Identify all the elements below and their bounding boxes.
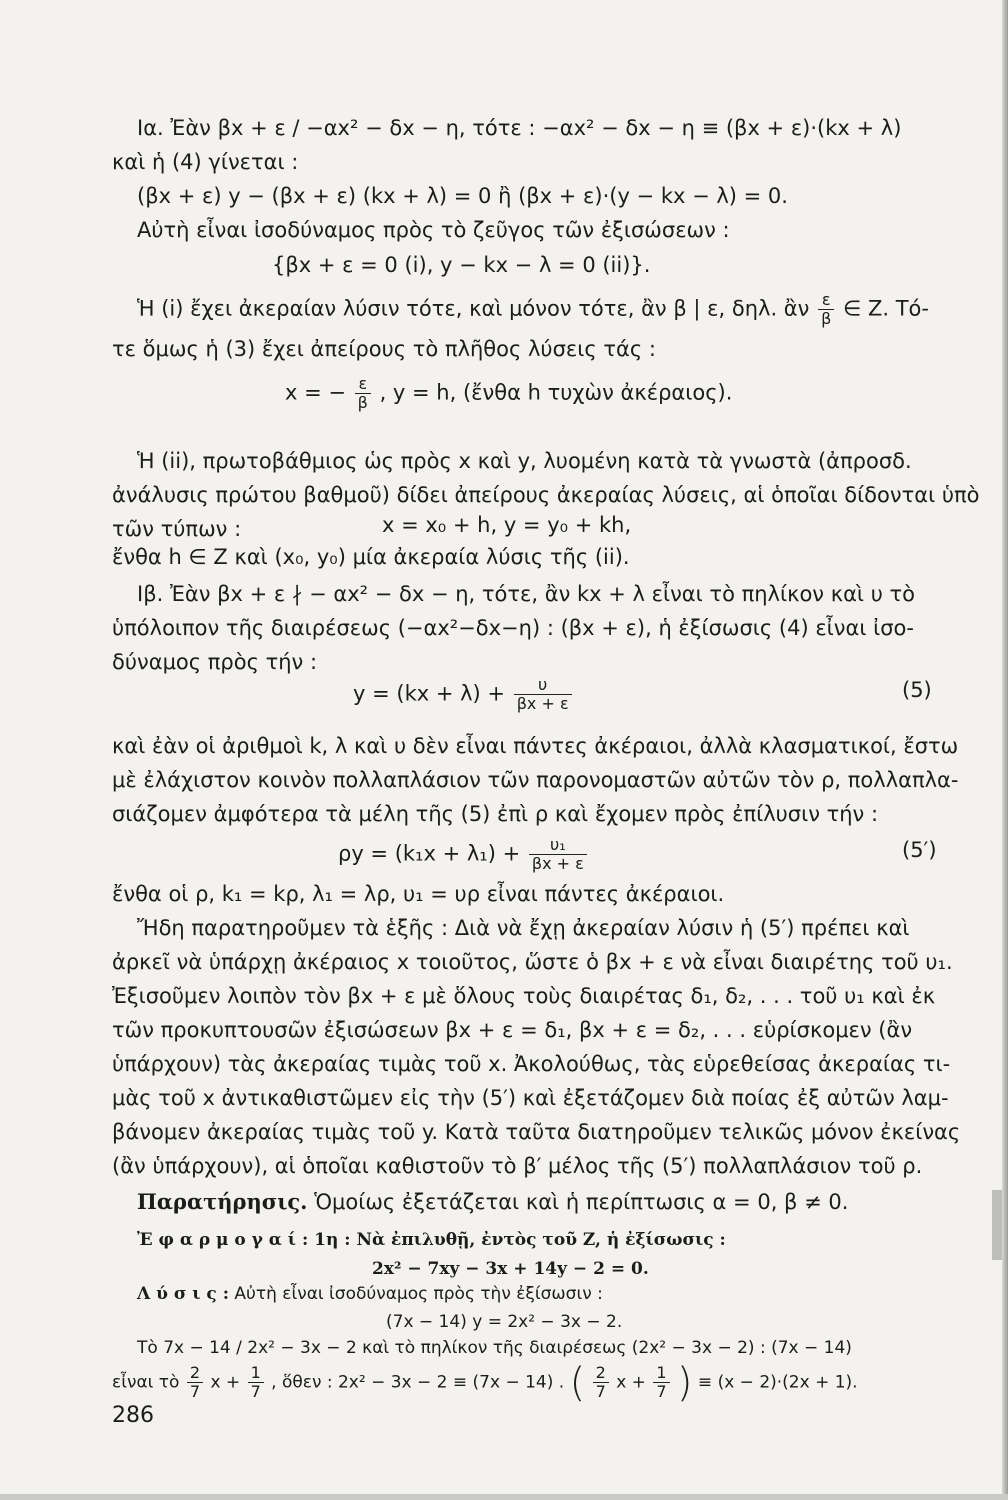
fraction-denominator: β xyxy=(357,393,368,412)
fraction-one-seventh xyxy=(653,1364,669,1401)
case-1b-condition: Ιβ. Ἐὰν βx + ε ∤ − αx² − δx − η, τότε, ἂν kx + λ εἶναι τὸ πηλίκον καὶ υ τὸ xyxy=(137,582,916,606)
left-paren: ( xyxy=(569,1359,586,1406)
text-line: Ἤδη παρατηροῦμεν τὰ ἑξῆς : Διὰ νὰ ἔχῃ ἀκεραίαν λύσιν ἡ (5′) πρέπει καὶ xyxy=(137,916,910,940)
text-segment: x + xyxy=(616,1372,646,1393)
text-line: ἔνθα οἱ ρ, k₁ = kρ, λ₁ = λρ, υ₁ = υρ εἶναι πάντες ἀκέραιοι. xyxy=(112,882,725,906)
fraction-numerator: υ xyxy=(514,676,572,695)
application-equation: 2x² − 7xy − 3x + 14y − 2 = 0. xyxy=(372,1259,649,1279)
final-factorization xyxy=(112,1359,858,1406)
text-line: ὑπόλοιπον τῆς διαιρέσεως (−αx²−δx−η) : (βx + ε), ἡ ἐξίσωσις (4) εἶναι ἰσο- xyxy=(112,616,914,640)
equation-system: {βx + ε = 0 (i), y − kx − λ = 0 (ii)}. xyxy=(272,253,651,277)
fraction-numerator: ε xyxy=(818,291,834,310)
fraction-two-sevenths xyxy=(593,1364,609,1401)
equation-number: (5′) xyxy=(902,838,937,862)
remark-heading: Παρατήρησις. xyxy=(137,1189,308,1214)
fraction-denominator: 7 xyxy=(250,1382,261,1401)
application-heading: Ἐ φ α ρ μ ο γ α ί : 1η : Νὰ ἐπιλυθῇ, ἐντὸς τοῦ Z, ἡ ἐξίσωσις : xyxy=(137,1230,726,1250)
text-segment: x + xyxy=(210,1372,241,1393)
text-line: (ἂν ὑπάρχουν), αἱ ὁποῖαι καθιστοῦν τὸ β′ μέλος τῆς (5′) πολλαπλάσιον τοῦ ρ. xyxy=(112,1154,923,1178)
equation-line: (βx + ε) y − (βx + ε) (kx + λ) = 0 ἢ (βx + ε)·(y − kx − λ) = 0. xyxy=(137,184,788,208)
fraction-denominator: 7 xyxy=(595,1382,606,1401)
text-line-with-fraction xyxy=(137,291,929,328)
text-line: ἀνάλυσις πρώτου βαθμοῦ) δίδει ἀπείρους ἀκεραίας λύσεις, αἱ ὁποῖαι δίδονται ὑπὸ xyxy=(112,483,980,507)
remark-line xyxy=(137,1188,848,1216)
text-line: τῶν τύπων : xyxy=(112,517,242,541)
fraction-eps-beta xyxy=(818,291,834,328)
solution-heading: Λ ύ σ ι ς : xyxy=(137,1284,229,1304)
text-segment: ρy = (k₁x + λ₁) + xyxy=(338,841,521,866)
text-line: ἀρκεῖ νὰ ὑπάρχῃ ἀκέραιος x τοιοῦτος, ὥστε ὁ βx + ε νὰ εἶναι διαιρέτης τοῦ υ₁. xyxy=(112,950,953,974)
text-segment: , ὅθεν : 2x² − 3x − 2 ≡ (7x − 14) . xyxy=(271,1372,565,1393)
text-line: μὰς τοῦ x ἀντικαθιστῶμεν εἰς τὴν (5′) καὶ ἐξετάζομεν διὰ ποίας ἐξ αὐτῶν λαμ- xyxy=(112,1086,949,1110)
fraction-numerator: ε xyxy=(355,375,371,394)
fraction-one-seventh xyxy=(248,1364,264,1401)
fraction-denominator: βx + ε xyxy=(531,854,584,873)
text-line: Ἐξισοῦμεν λοιπὸν τὸν βx + ε μὲ ὅλους τοὺς διαιρέτας δ₁, δ₂, . . . τοῦ υ₁ καὶ ἐκ xyxy=(112,984,936,1008)
text-line: μὲ ἐλάχιστον κοινὸν πολλαπλάσιον τῶν παρονομαστῶν αὐτῶν τὸν ρ, πολλαπλα- xyxy=(112,768,959,792)
text-segment: Αὐτὴ εἶναι ἰσοδύναμος πρὸς τὴν ἐξίσωσιν : xyxy=(234,1284,603,1304)
text-line: δύναμος πρὸς τήν : xyxy=(112,650,318,674)
equation-5 xyxy=(353,676,574,713)
case-1a-condition: Ια. Ἐὰν βx + ε / −αx² − δx − η, τότε : −αx² − δx − η ≡ (βx + ε)·(kx + λ) xyxy=(137,116,902,140)
text-segment: Ὁμοίως ἐξετάζεται καὶ ἡ περίπτωσις α = 0, β ≠ 0. xyxy=(314,1190,849,1214)
fraction-numerator: 2 xyxy=(187,1364,203,1383)
text-line: σιάζομεν ἀμφότερα τὰ μέλη τῆς (5) ἐπὶ ρ καὶ ἔχομεν πρὸς ἐπίλυσιν τήν : xyxy=(112,802,879,826)
fraction-ups xyxy=(514,676,572,713)
text-segment: Ἡ (i) ἔχει ἀκεραίαν λύσιν τότε, καὶ μόνον τότε, ἂν β | ε, δηλ. ἂν xyxy=(137,296,810,321)
right-paren: ) xyxy=(676,1359,693,1406)
fraction-numerator: 1 xyxy=(653,1364,669,1383)
text-segment: x = − xyxy=(285,380,346,405)
text-segment: y = (kx + λ) + xyxy=(353,681,505,706)
text-line: καὶ ἐὰν οἱ ἀριθμοὶ k, λ καὶ υ δὲν εἶναι πάντες ἀκέραιοι, ἀλλὰ κλασματικοί, ἔστω xyxy=(112,734,959,758)
equation-5-prime xyxy=(338,836,589,873)
fraction-eps-beta xyxy=(355,375,371,412)
solution-formula xyxy=(285,375,732,412)
fraction-denominator: 7 xyxy=(189,1382,201,1401)
fraction-ups1 xyxy=(529,836,587,873)
fraction-denominator: β xyxy=(821,309,832,328)
fraction-numerator: 2 xyxy=(593,1364,609,1383)
text-line: ὑπάρχουν) τὰς ἀκεραίας τιμὰς τοῦ x. Ἀκολούθως, τὰς εὑρεθείσας ἀκεραίας τι- xyxy=(112,1052,951,1076)
fraction-denominator: βx + ε xyxy=(516,694,569,713)
page-edge-shadow xyxy=(1002,0,1008,1500)
text-segment: εἶναι τὸ xyxy=(112,1372,180,1393)
text-segment: ∈ Z. Τό- xyxy=(842,296,929,321)
solution-line xyxy=(137,1282,603,1306)
text-line: Αὐτὴ εἶναι ἰσοδύναμος πρὸς τὸ ζεῦγος τῶν ἐξισώσεων : xyxy=(137,218,730,242)
text-line: Τὸ 7x − 14 / 2x² − 3x − 2 καὶ τὸ πηλίκον τῆς διαιρέσεως (2x² − 3x − 2) : (7x − 14) xyxy=(137,1338,852,1358)
text-line: Ἡ (ii), πρωτοβάθμιος ὡς πρὸς x καὶ y, λυομένη κατὰ τὰ γνωστὰ (ἀπροσδ. xyxy=(137,449,912,473)
text-line: ἔνθα h ∈ Z καὶ (x₀, y₀) μία ἀκεραία λύσις τῆς (ii). xyxy=(112,545,630,569)
fraction-numerator: υ₁ xyxy=(529,836,587,855)
page-number: 286 xyxy=(112,1403,154,1428)
text-line: καὶ ἡ (4) γίνεται : xyxy=(112,150,299,174)
scan-mark xyxy=(992,1190,1002,1260)
text-line: βάνομεν ἀκεραίας τιμὰς τοῦ y. Κατὰ ταῦτα διατηροῦμεν τελικῶς μόνον ἐκείνας xyxy=(112,1120,961,1144)
fraction-two-sevenths xyxy=(187,1364,203,1401)
equation-line: x = x₀ + h, y = y₀ + kh, xyxy=(382,513,632,537)
text-line: τε ὅμως ἡ (3) ἔχει ἀπείρους τὸ πλῆθος λύσεις τάς : xyxy=(112,337,656,361)
page-bottom-edge xyxy=(0,1494,1008,1500)
fraction-numerator: 1 xyxy=(248,1364,264,1383)
text-line: τῶν προκυπτουσῶν ἐξισώσεων βx + ε = δ₁, βx + ε = δ₂, . . . εὑρίσκομεν (ἂν xyxy=(112,1018,913,1042)
text-segment: , y = h, (ἔνθα h τυχὼν ἀκέραιος). xyxy=(379,380,733,405)
text-segment: ≡ (x − 2)·(2x + 1). xyxy=(697,1372,858,1393)
fraction-denominator: 7 xyxy=(656,1382,667,1401)
equation-line: (7x − 14) y = 2x² − 3x − 2. xyxy=(386,1312,623,1332)
equation-number: (5) xyxy=(902,678,932,702)
